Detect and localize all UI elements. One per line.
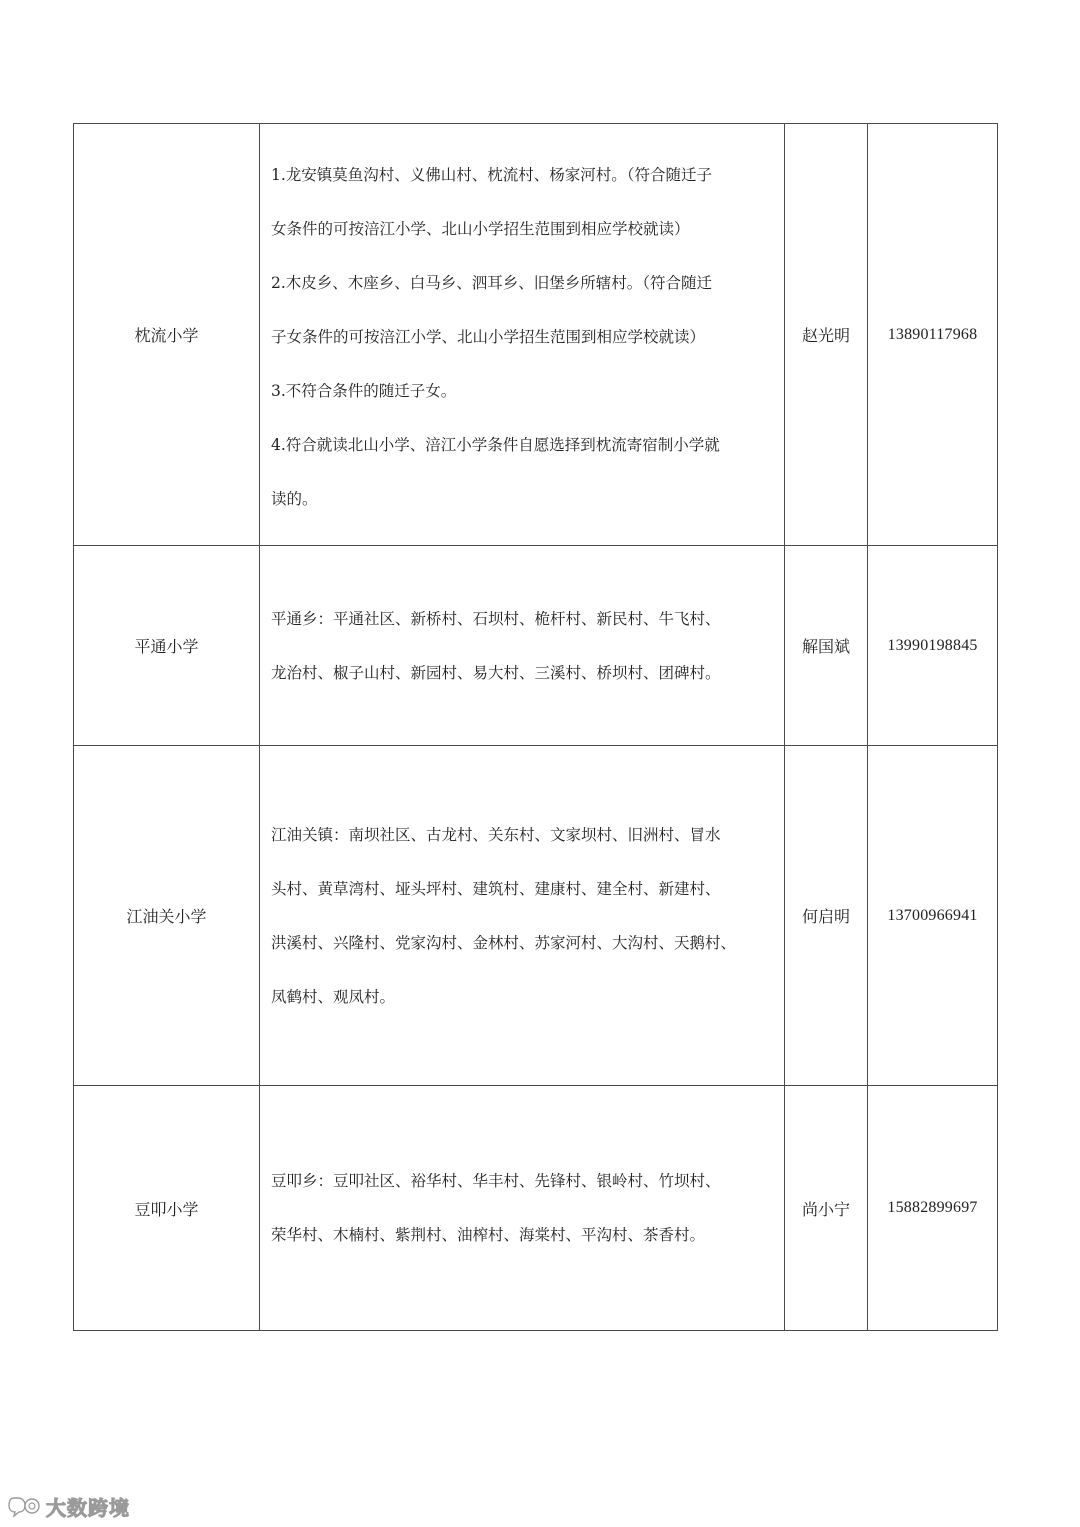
watermark	[8, 1492, 130, 1520]
enrollment-area	[260, 1086, 785, 1331]
area-line: 读的。	[271, 489, 318, 508]
school-name: 江油关小学	[74, 746, 260, 1086]
contact-phone: 13700966941	[868, 746, 998, 1086]
chat-bubbles-icon	[8, 1494, 42, 1518]
table-row	[74, 746, 998, 1086]
area-line: 洪溪村、兴隆村、党家沟村、金林村、苏家河村、大沟村、天鹅村、	[271, 933, 737, 952]
area-line: 江油关镇：南坝社区、古龙村、关东村、文家坝村、旧洲村、冒水	[271, 825, 721, 844]
enrollment-area	[260, 124, 785, 546]
school-name: 枕流小学	[74, 124, 260, 546]
area-line: 平通乡：平通社区、新桥村、石坝村、桅杆村、新民村、牛飞村、	[271, 609, 721, 628]
table-row	[74, 124, 998, 546]
area-line: 4.符合就读北山小学、涪江小学条件自愿选择到枕流寄宿制小学就	[271, 435, 720, 454]
area-line: 2.木皮乡、木座乡、白马乡、泗耳乡、旧堡乡所辖村。（符合随迁	[271, 273, 713, 292]
school-name: 平通小学	[74, 546, 260, 746]
school-name: 豆叩小学	[74, 1086, 260, 1331]
contact-person: 赵光明	[785, 124, 868, 546]
table-row	[74, 1086, 998, 1331]
contact-phone: 13890117968	[868, 124, 998, 546]
area-line: 子女条件的可按涪江小学、北山小学招生范围到相应学校就读）	[271, 327, 706, 346]
contact-person: 解国斌	[785, 546, 868, 746]
enrollment-area	[260, 746, 785, 1086]
area-line: 3.不符合条件的随迁子女。	[271, 381, 457, 400]
school-zone-table	[73, 123, 998, 1331]
area-line: 龙治村、椒子山村、新园村、易大村、三溪村、桥坝村、团碑村。	[271, 663, 721, 682]
area-line: 女条件的可按涪江小学、北山小学招生范围到相应学校就读）	[271, 219, 690, 238]
table-row	[74, 546, 998, 746]
watermark-text: 大数跨境	[46, 1495, 130, 1520]
area-line: 头村、黄草湾村、垭头坪村、建筑村、建康村、建全村、新建村、	[271, 879, 721, 898]
area-line: 豆叩乡：豆叩社区、裕华村、华丰村、先锋村、银岭村、竹坝村、	[271, 1172, 721, 1190]
contact-person: 尚小宁	[785, 1086, 868, 1331]
contact-phone: 15882899697	[868, 1086, 998, 1331]
area-line: 荣华村、木楠村、紫荆村、油榨村、海棠村、平沟村、茶香村。	[271, 1226, 706, 1244]
area-line: 凤鹤村、观凤村。	[271, 987, 396, 1006]
enrollment-area	[260, 546, 785, 746]
area-line: 1.龙安镇莫鱼沟村、义佛山村、枕流村、杨家河村。（符合随迁子	[271, 165, 713, 184]
contact-phone: 13990198845	[868, 546, 998, 746]
contact-person: 何启明	[785, 746, 868, 1086]
